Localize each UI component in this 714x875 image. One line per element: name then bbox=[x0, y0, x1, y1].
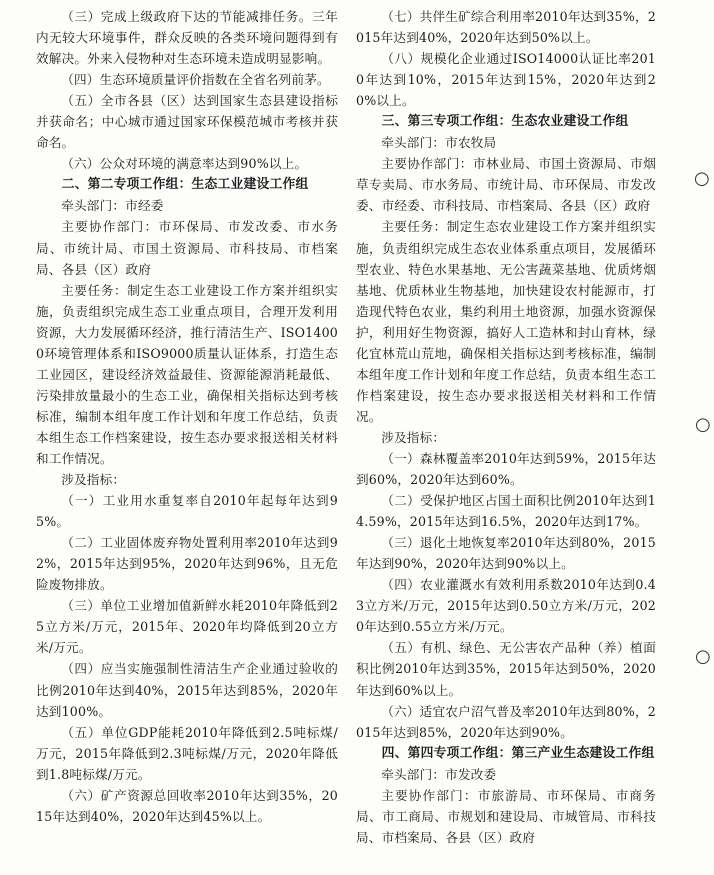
paragraph-coop-depts-3: 主要协作部门：市林业局、市国土资源局、市烟草专卖局、市水务局、市统计局、市环保局、市发改委、市经委、市科技局、市档案局、各县（区）政府 bbox=[356, 156, 656, 214]
paragraph-goal-6: （六）公众对环境的满意率达到90%以上。 bbox=[61, 156, 308, 172]
paragraph-indicator-2-8: （八）规模化企业通过ISO14000认证比率2010年达到10%，2015年达到15%，2020年达到20%以上。 bbox=[356, 51, 656, 109]
left-column bbox=[36, 6, 338, 827]
paragraph-lead-dept-4: 牵头部门：市发改委 bbox=[381, 766, 497, 782]
binding-hole-mark-icon: ○ bbox=[695, 414, 711, 435]
paragraph-indicator-3-5: （五）有机、绿色、无公害农产品种（养）植面积比例2010年达到35%，2015年达到50%，2020年达到60%以上。 bbox=[356, 640, 656, 698]
section-heading-2: 二、第二专项工作组：生态工业建设工作组 bbox=[61, 177, 309, 193]
right-column bbox=[356, 6, 656, 848]
paragraph-coop-depts-2: 主要协作部门：市环保局、市发改委、市水务局、市统计局、市国土资源局、市科技局、市档案局、各县（区）政府 bbox=[36, 219, 338, 277]
paragraph-main-tasks-2: 主要任务：制定生态工业建设工作方案并组织实施，负责组织完成生态工业重点项目，合理开发利用资源，大力发展循环经济，推行清洁生产、ISO14000环境管理体系和ISO9000质量认证体系，打造生态工业园区，建设经济效益最佳、资源能源消耗最低、污染排放量最小的生态工业，确保相关指标达到考核标准，编制本组年度工作计划和年度工作总结，负责本组生态工作档案建设，按生态办要求报送相关材料和工作情况。 bbox=[36, 282, 338, 466]
section-heading-3: 三、第三专项工作组：生态农业建设工作组 bbox=[381, 114, 629, 130]
paragraph-goal-3: （三）完成上级政府下达的节能减排任务。三年内无较大环境事件，群众反映的各类环境问题得到有效解决。外来入侵物种对生态环境未造成明显影响。 bbox=[36, 9, 338, 67]
paragraph-indicators-label-2: 涉及指标： bbox=[61, 472, 126, 488]
binding-hole-mark-icon: ○ bbox=[695, 646, 711, 667]
paragraph-indicator-3-2: （二）受保护地区占国土面积比例2010年达到14.59%，2015年达到16.5%，2020年达到17%。 bbox=[356, 493, 656, 530]
paragraph-goal-5: （五）全市各县（区）达到国家生态县建设指标并获命名；中心城市通过国家环保模范城市考核并获命名。 bbox=[36, 93, 338, 151]
paragraph-indicator-2-1: （一）工业用水重复率自2010年起每年达到95%。 bbox=[36, 493, 338, 530]
section-heading-4: 四、第四专项工作组：第三产业生态建设工作组 bbox=[381, 745, 655, 761]
paragraph-indicator-3-6: （六）适宜农户沼气普及率2010年达到80%，2015年达到85%，2020年达到90%。 bbox=[356, 703, 656, 740]
paragraph-indicator-2-5: （五）单位GDP能耗2010年降低到2.5吨标煤/万元，2015年降低到2.3吨标煤/万元，2020年降低到1.8吨标煤/万元。 bbox=[36, 724, 338, 782]
paragraph-coop-depts-4: 主要协作部门：市旅游局、市环保局、市商务局、市工商局、市规划和建设局、市城管局、市科技局、市档案局、各县（区）政府 bbox=[356, 787, 656, 845]
paragraph-indicator-3-3: （三）退化土地恢复率2010年达到80%，2015年达到90%，2020年达到90%以上。 bbox=[356, 535, 656, 572]
paragraph-lead-dept-2: 牵头部门：市经委 bbox=[61, 198, 164, 214]
paragraph-indicator-2-2: （二）工业固体废弃物处置利用率2010年达到92%，2015年达到95%，2020年达到96%，且无危险废物排放。 bbox=[36, 535, 338, 593]
paragraph-indicator-2-7: （七）共伴生矿综合利用率2010年达到35%，2015年达到40%，2020年达到50%以上。 bbox=[356, 9, 656, 46]
binding-hole-mark-icon: ○ bbox=[694, 168, 710, 189]
paragraph-main-tasks-3: 主要任务：制定生态农业建设工作方案并组织实施，负责组织完成生态农业体系重点项目，发展循环型农业、特色水果基地、无公害蔬菜基地、优质烤烟基地、优质林业生物基地，加快建设农村能源市，打造现代特色农业，集约利用土地资源，加强水资源保护，利用好生物资源，搞好人工造林和封山育林，绿化宜林荒山荒地，确保相关指标达到考核标准，编制本组年度工作计划和年度工作总结，负责本组生态工作档案建设，按生态办要求报送相关材料和工作情况。 bbox=[356, 219, 656, 424]
paragraph-indicator-2-4: （四）应当实施强制性清洁生产企业通过验收的比例2010年达到40%，2015年达到85%，2020年达到100%。 bbox=[36, 661, 338, 719]
paragraph-lead-dept-3: 牵头部门：市农牧局 bbox=[381, 135, 497, 151]
paragraph-indicator-2-3: （三）单位工业增加值新鲜水耗2010年降低到25立方米/万元，2015年、2020年均降低到20立方米/万元。 bbox=[36, 598, 338, 656]
paragraph-indicator-2-6: （六）矿产资源总回收率2010年达到35%，2015年达到40%，2020年达到45%以上。 bbox=[36, 787, 338, 824]
paragraph-indicator-3-1: （一）森林覆盖率2010年达到59%，2015年达到60%，2020年达到60%。 bbox=[356, 450, 656, 488]
paragraph-indicator-3-4: （四）农业灌溉水有效利用系数2010年达到0.43立方米/万元，2015年达到0.50立方米/万元，2020年达到0.55立方米/万元。 bbox=[356, 577, 656, 635]
paragraph-indicators-label-3: 涉及指标： bbox=[381, 429, 446, 445]
paragraph-goal-4: （四）生态环境质量评价指数在全省名列前茅。 bbox=[61, 72, 330, 88]
